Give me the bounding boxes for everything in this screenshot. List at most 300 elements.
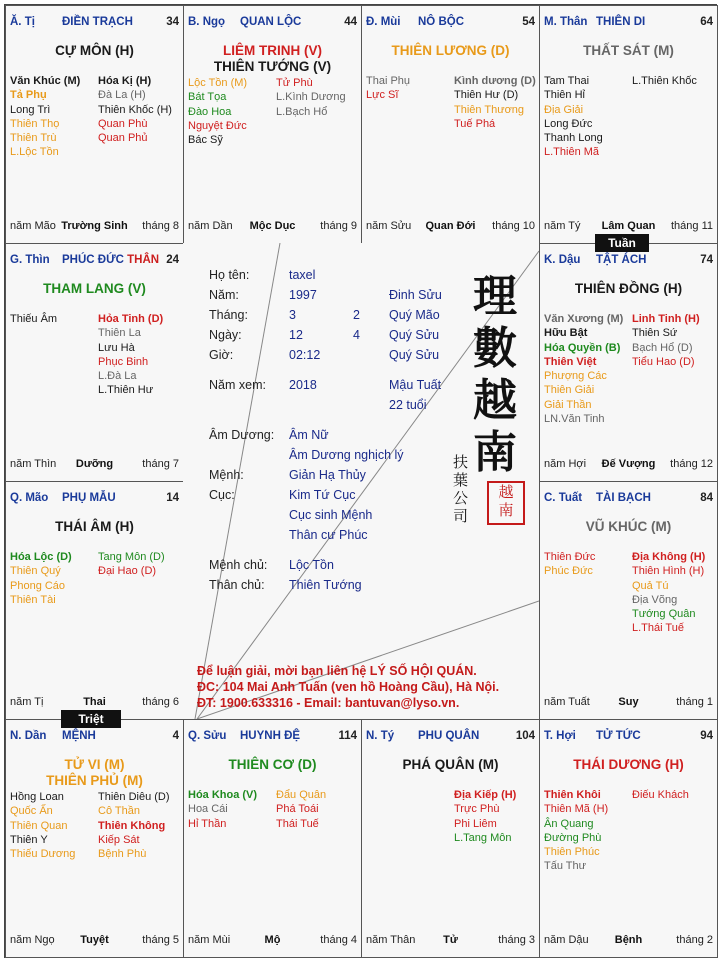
minor-star: Hỏa Tinh (D) xyxy=(98,313,164,325)
minor-stars-left xyxy=(10,790,75,861)
minor-stars-right xyxy=(454,788,516,845)
day-value: 12 xyxy=(289,328,303,342)
palace-footer xyxy=(188,934,357,947)
footer-month: tháng 1 xyxy=(676,696,713,708)
seal-char-2: 南 xyxy=(498,501,514,519)
palace-branch: C. Tuất xyxy=(544,492,583,504)
footer-year: năm Dậu xyxy=(544,934,589,946)
palace-number: 104 xyxy=(515,730,535,742)
footer-stage: Lâm Quan xyxy=(601,220,656,232)
footer-month: tháng 9 xyxy=(320,220,357,232)
minor-stars-right xyxy=(98,312,163,398)
minor-star: L.Thiên Mã xyxy=(544,146,600,159)
minor-star: Thiếu Âm xyxy=(10,313,58,325)
palace-header xyxy=(188,730,357,744)
minor-star: Thiên Hình (H) xyxy=(632,565,705,578)
minor-star: Bạch Hổ (D) xyxy=(632,341,693,354)
palace-header xyxy=(10,254,179,268)
minor-star: Long Đức xyxy=(544,117,593,130)
minor-star: Nguyệt Đức xyxy=(188,119,247,132)
palace-footer xyxy=(366,934,535,947)
year-canchi: Đinh Sửu xyxy=(389,288,442,302)
footer-month: tháng 10 xyxy=(492,220,535,232)
palace-number: 14 xyxy=(166,492,179,504)
palace-name xyxy=(62,492,116,504)
amduong-1: Âm Nữ xyxy=(289,428,329,442)
major-star: TỬ VI (M) xyxy=(64,757,125,772)
info-labels xyxy=(209,265,266,395)
minor-star: Đà La (H) xyxy=(98,89,146,102)
minor-star: Đại Hao (D) xyxy=(98,565,157,578)
minor-stars-left xyxy=(10,74,80,160)
footer-stage: Suy xyxy=(618,696,639,708)
info-labels-2 xyxy=(209,425,274,595)
palace-name-text: QUAN LỘC xyxy=(240,16,302,28)
major-star: CỰ MÔN (H) xyxy=(55,43,134,58)
contact-line-1: Để luận giải, mời bạn liên hệ LÝ SỐ HỘI QUÁN. xyxy=(197,664,477,678)
palace-header xyxy=(366,730,535,744)
major-star: LIÊM TRINH (V) xyxy=(223,43,322,58)
minor-star: Thiên Mã (H) xyxy=(544,803,609,816)
major-star: THÁI DƯƠNG (H) xyxy=(573,757,684,772)
minor-star: Tang Môn (D) xyxy=(98,551,165,563)
footer-stage: Trường Sinh xyxy=(61,220,128,232)
minor-star: Thanh Long xyxy=(544,132,603,145)
palace-name xyxy=(240,16,301,28)
minor-star: Lộc Tồn (M) xyxy=(188,77,248,89)
footer-month: tháng 7 xyxy=(142,458,179,470)
minor-star: Thiên Sứ xyxy=(632,327,678,340)
palace-footer xyxy=(10,458,179,471)
palace-name-text: ĐIỀN TRẠCH xyxy=(62,16,133,28)
palace-name-text: PHÚC ĐỨC xyxy=(62,254,124,266)
palace-footer xyxy=(544,220,713,233)
minor-star: Quả Tú xyxy=(632,579,669,592)
minor-star: Thiên Thương xyxy=(454,103,525,116)
minor-stars-left xyxy=(544,550,595,579)
minor-stars-right xyxy=(276,788,326,831)
month-canchi: Quý Mão xyxy=(389,308,440,322)
minor-star: Thiên Y xyxy=(10,833,48,846)
palace-branch: Q. Sửu xyxy=(188,730,227,742)
hour-value: 02:12 xyxy=(289,348,321,362)
footer-stage: Mộc Dục xyxy=(249,220,296,232)
palace-header xyxy=(10,730,179,744)
footer-month: tháng 11 xyxy=(670,220,713,232)
minor-star: Bệnh Phù xyxy=(98,848,147,861)
minor-star: Tướng Quân xyxy=(632,608,696,621)
palace-name xyxy=(62,16,133,28)
calli-small-3: 公 xyxy=(453,489,469,507)
minor-stars-right xyxy=(98,550,165,579)
than-marker: THÂN xyxy=(127,254,160,266)
palace-name xyxy=(596,492,651,504)
minor-star: Hồng Loan xyxy=(10,791,64,803)
palace-number: 4 xyxy=(172,730,179,742)
palace-number: 54 xyxy=(522,16,535,28)
menhchu-value: Lộc Tồn xyxy=(289,558,334,572)
minor-star: Đào Hoa xyxy=(188,105,232,118)
palace-hoi xyxy=(539,719,718,958)
palace-number: 84 xyxy=(700,492,713,504)
calli-char-4: 南 xyxy=(473,427,517,478)
major-star: THAM LANG (V) xyxy=(43,281,146,296)
contact-block xyxy=(197,663,499,711)
palace-mao xyxy=(5,481,184,720)
minor-star: L.Bạch Hổ xyxy=(276,105,328,118)
minor-star: L.Tang Môn xyxy=(454,831,512,844)
view-year-label: Năm xem: xyxy=(209,378,266,392)
palace-name-text: HUYNH ĐỆ xyxy=(240,730,301,742)
palace-dau xyxy=(539,243,718,482)
minor-stars-right xyxy=(632,550,705,636)
info-values xyxy=(289,265,320,395)
view-year-value: 2018 xyxy=(289,378,317,392)
minor-star: Ân Quang xyxy=(544,817,594,830)
minor-star: Hoa Cái xyxy=(188,803,228,816)
footer-stage: Thai xyxy=(83,696,106,708)
cuc-2: Cục sinh Mệnh xyxy=(289,508,373,522)
minor-stars-left xyxy=(188,788,257,831)
palace-name xyxy=(596,16,645,28)
palace-branch: Q. Mão xyxy=(10,492,49,504)
palace-mui xyxy=(361,5,540,244)
minor-star: Thiên Giải xyxy=(544,384,595,397)
palace-name xyxy=(240,730,300,742)
palace-header xyxy=(366,16,535,30)
minor-star: Thiên Hỉ xyxy=(544,89,585,102)
footer-year: năm Hợi xyxy=(544,458,587,470)
minor-star: Long Trì xyxy=(10,103,51,116)
palace-header xyxy=(10,16,179,30)
palace-name-text: NÔ BỘC xyxy=(418,16,464,28)
minor-star: Bác Sỹ xyxy=(188,134,223,147)
minor-star: Kình dương (D) xyxy=(454,75,536,87)
palace-name xyxy=(62,730,96,742)
minor-star: Điếu Khách xyxy=(632,789,689,801)
contact-address: ĐC: 104 Mai Anh Tuấn (ven hồ Hoàng Cầu), Hà Nội. xyxy=(197,680,500,694)
minor-star: L.Lộc Tồn xyxy=(10,146,59,159)
minor-star: Địa Kiếp (H) xyxy=(454,789,517,801)
minor-star: Hóa Lộc (D) xyxy=(10,551,72,563)
thanchu-value: Thiên Tướng xyxy=(289,578,362,592)
palace-ti xyxy=(5,5,184,244)
major-star: THIÊN ĐỒNG (H) xyxy=(574,281,683,296)
minor-star: Thiên Không xyxy=(98,819,166,832)
footer-month: tháng 3 xyxy=(498,934,535,946)
red-seal xyxy=(487,481,525,525)
minor-star: Thiếu Dương xyxy=(10,848,76,861)
minor-stars-right xyxy=(632,312,700,369)
minor-star: Hóa Quyền (B) xyxy=(544,341,621,354)
minor-star: Văn Khúc (M) xyxy=(10,75,81,87)
palace-footer xyxy=(544,696,713,709)
palace-header xyxy=(10,492,179,506)
tuan-marker: Tuần xyxy=(595,234,649,252)
palace-name-text: TỬ TỨC xyxy=(596,730,641,742)
calligraphy-small xyxy=(453,453,468,525)
palace-number: 24 xyxy=(166,254,179,266)
palace-header xyxy=(544,254,713,268)
major-star: THẤT SÁT (M) xyxy=(583,43,674,58)
palace-footer xyxy=(366,220,535,233)
palace-branch: N. Tý xyxy=(366,730,395,742)
minor-star: Thiên Việt xyxy=(544,355,597,368)
palace-name-text: THIÊN DI xyxy=(596,16,646,28)
palace-number: 94 xyxy=(700,730,713,742)
minor-star: Tử Phù xyxy=(276,77,313,89)
footer-year: năm Tý xyxy=(544,220,581,232)
minor-star: L.Kình Dương xyxy=(276,91,346,104)
palace-number: 44 xyxy=(344,16,357,28)
day-label: Ngày: xyxy=(209,328,242,342)
minor-star: Thiên Trù xyxy=(10,132,57,145)
name-label: Họ tên: xyxy=(209,268,250,282)
palace-footer xyxy=(544,934,713,947)
palace-name xyxy=(418,730,479,742)
minor-star: Trực Phù xyxy=(454,803,500,816)
amduong-2: Âm Dương nghịch lý xyxy=(289,448,404,462)
hour-label: Giờ: xyxy=(209,348,234,362)
footer-year: năm Tị xyxy=(10,696,44,708)
footer-stage: Dưỡng xyxy=(75,458,114,470)
footer-stage: Quan Đới xyxy=(425,220,476,232)
month-value: 3 xyxy=(289,308,296,322)
palace-footer xyxy=(10,696,179,709)
palace-dan xyxy=(5,719,184,958)
minor-star: Quan Phủ xyxy=(98,132,148,145)
minor-star: Tấu Thư xyxy=(544,860,587,873)
cuc-label: Cục: xyxy=(209,488,235,502)
major-star: VŨ KHÚC (M) xyxy=(585,519,672,534)
palace-number: 74 xyxy=(700,254,713,266)
palace-number: 114 xyxy=(338,730,357,742)
palace-branch: Ă. Tị xyxy=(10,16,35,28)
minor-stars-right xyxy=(98,790,170,861)
minor-star: Phượng Các xyxy=(544,370,607,383)
minor-star: Thiên Quý xyxy=(10,565,61,578)
footer-stage: Tử xyxy=(443,934,458,946)
minor-star: Phi Liêm xyxy=(454,817,497,830)
footer-year: năm Mão xyxy=(10,220,56,232)
minor-star: Giải Thần xyxy=(544,398,592,411)
minor-star: Linh Tinh (H) xyxy=(632,313,700,325)
year-value: 1997 xyxy=(289,288,317,302)
palace-branch: T. Hợi xyxy=(544,730,576,742)
minor-star: Văn Xương (M) xyxy=(544,313,624,325)
palace-name-text: MỆNH xyxy=(62,730,96,742)
palace-header xyxy=(544,492,713,506)
palace-footer xyxy=(544,458,713,471)
minor-star: Hỉ Thần xyxy=(188,817,227,830)
palace-tuat xyxy=(539,481,718,720)
major-star: PHÁ QUÂN (M) xyxy=(402,757,499,772)
minor-star: Kiếp Sát xyxy=(98,833,140,846)
minor-star: Tiểu Hao (D) xyxy=(632,355,695,368)
minor-star: Tả Phụ xyxy=(10,89,47,102)
menh-value: Giản Hạ Thủy xyxy=(289,468,366,482)
calli-small-4: 司 xyxy=(453,507,469,525)
minor-star: Thiên Phúc xyxy=(544,846,600,859)
palace-name xyxy=(596,254,646,266)
minor-star: Quốc Ấn xyxy=(10,805,53,818)
footer-stage: Bệnh xyxy=(614,934,643,946)
year-label: Năm: xyxy=(209,288,239,302)
cuc-1: Kim Tứ Cục xyxy=(289,488,356,502)
palace-header xyxy=(544,16,713,30)
minor-stars-left xyxy=(544,788,608,874)
minor-star: Bát Tọa xyxy=(188,91,227,104)
view-year-canchi: Mậu Tuất xyxy=(389,378,442,392)
horoscope-chart xyxy=(4,4,717,958)
minor-star: Lưu Hà xyxy=(98,341,135,354)
palace-than xyxy=(539,5,718,244)
palace-branch: N. Dần xyxy=(10,730,47,742)
menhchu-label: Mệnh chủ: xyxy=(209,558,268,572)
minor-stars-left xyxy=(10,550,72,607)
minor-star: Địa Võng xyxy=(632,593,678,606)
minor-star: Phục Binh xyxy=(98,355,149,368)
minor-stars-left xyxy=(188,76,247,147)
palace-name-text: TÀI BẠCH xyxy=(596,492,651,504)
minor-stars-right xyxy=(98,74,172,145)
minor-star: Thiên Quan xyxy=(10,819,68,832)
calli-small-2: 葉 xyxy=(453,471,469,489)
month-lunar: 2 xyxy=(353,308,360,322)
palace-ngo xyxy=(183,5,362,244)
center-info-panel xyxy=(183,243,539,719)
minor-stars-left xyxy=(544,312,623,426)
footer-month: tháng 4 xyxy=(320,934,357,946)
calli-small-1: 扶 xyxy=(453,453,469,471)
triet-marker: Triệt xyxy=(61,710,121,728)
minor-star: Đẩu Quân xyxy=(276,789,327,801)
amduong-label: Âm Dương: xyxy=(209,428,275,442)
minor-star: Hóa Kị (H) xyxy=(98,75,152,87)
palace-branch: G. Thìn xyxy=(10,254,50,266)
palace-footer xyxy=(10,934,179,947)
calli-char-2: 數 xyxy=(473,323,517,374)
footer-year: năm Thìn xyxy=(10,458,57,470)
minor-stars-left xyxy=(544,74,603,160)
footer-year: năm Tuất xyxy=(544,696,590,708)
month-label: Tháng: xyxy=(209,308,248,322)
footer-month: tháng 12 xyxy=(670,458,713,470)
minor-stars-right xyxy=(454,74,536,131)
day-lunar: 4 xyxy=(353,328,360,342)
minor-star: Thiên Thọ xyxy=(10,117,60,130)
footer-month: tháng 5 xyxy=(142,934,179,946)
palace-branch: M. Thân xyxy=(544,16,588,28)
info-values-2 xyxy=(289,425,404,595)
palace-header xyxy=(544,730,713,744)
minor-star: Thái Tuế xyxy=(276,817,319,830)
minor-star: L.Đà La xyxy=(98,370,137,383)
minor-star: Thiên Đức xyxy=(544,551,596,563)
palace-name-text: TẬT ÁCH xyxy=(596,254,647,266)
minor-star: Lực Sĩ xyxy=(366,89,399,102)
major-star: THIÊN TƯỚNG (V) xyxy=(213,59,332,74)
minor-star: Thiên Khôi xyxy=(544,789,601,801)
minor-star: L.Thiên Khốc xyxy=(632,75,697,87)
minor-star: Thiên La xyxy=(98,327,141,340)
age-value: 22 tuổi xyxy=(389,398,427,412)
palace-ty xyxy=(361,719,540,958)
footer-year: năm Dần xyxy=(188,220,233,232)
palace-footer xyxy=(10,220,179,233)
palace-name-text: PHU QUÂN xyxy=(418,730,480,742)
footer-stage: Tuyệt xyxy=(80,934,109,946)
footer-year: năm Sửu xyxy=(366,220,412,232)
minor-star: Quan Phù xyxy=(98,117,148,130)
calli-char-3: 越 xyxy=(473,375,517,426)
major-star: THÁI ÂM (H) xyxy=(55,519,134,534)
palace-number: 64 xyxy=(700,16,713,28)
minor-star: Hóa Khoa (V) xyxy=(188,789,258,801)
palace-name xyxy=(62,254,159,266)
palace-name-text: PHỤ MẪU xyxy=(62,492,116,504)
minor-star: Thiên Tài xyxy=(10,593,56,606)
minor-star: LN.Văn Tinh xyxy=(544,413,605,426)
minor-star: Thiên Diêu (D) xyxy=(98,791,170,803)
minor-star: Phong Cáo xyxy=(10,579,66,592)
minor-star: Tam Thai xyxy=(544,75,590,87)
minor-star: Phá Toái xyxy=(276,803,319,816)
thanchu-label: Thân chủ: xyxy=(209,578,265,592)
footer-month: tháng 2 xyxy=(676,934,713,946)
canchi-values xyxy=(389,285,442,415)
minor-star: Địa Giải xyxy=(544,103,584,116)
palace-branch: K. Dậu xyxy=(544,254,581,266)
palace-suu xyxy=(183,719,362,958)
calli-char-1: 理 xyxy=(473,271,517,322)
lunar-values xyxy=(353,305,360,345)
minor-stars-right xyxy=(276,76,346,119)
minor-star: Đường Phù xyxy=(544,831,602,844)
footer-month: tháng 8 xyxy=(142,220,179,232)
minor-star: Tuế Phá xyxy=(454,117,496,130)
palace-thin xyxy=(5,243,184,482)
minor-star: Địa Không (H) xyxy=(632,551,706,563)
minor-star: Thiên Hư (D) xyxy=(454,89,519,102)
major-star: THIÊN CƠ (D) xyxy=(228,757,317,772)
footer-stage: Mộ xyxy=(264,934,281,946)
minor-star: Thiên Khốc (H) xyxy=(98,103,172,116)
minor-stars-left xyxy=(366,74,410,103)
palace-name xyxy=(596,730,641,742)
calligraphy xyxy=(473,271,517,479)
day-canchi: Quý Sửu xyxy=(389,328,440,342)
hour-canchi: Quý Sửu xyxy=(389,348,440,362)
palace-branch: B. Ngọ xyxy=(188,16,226,28)
palace-branch: Đ. Mùi xyxy=(366,16,401,28)
minor-star: Hữu Bật xyxy=(544,327,588,340)
palace-header xyxy=(188,16,357,30)
footer-stage: Đế Vượng xyxy=(601,458,656,470)
palace-number: 34 xyxy=(166,16,179,28)
minor-stars-right xyxy=(632,74,697,88)
minor-stars-left xyxy=(10,312,57,326)
palace-footer xyxy=(188,220,357,233)
footer-year: năm Mùi xyxy=(188,934,231,946)
seal-char-1: 越 xyxy=(498,483,514,501)
menh-label: Mệnh: xyxy=(209,468,244,482)
footer-year: năm Thân xyxy=(366,934,416,946)
minor-star: Phúc Đức xyxy=(544,565,593,578)
footer-month: tháng 6 xyxy=(142,696,179,708)
palace-name xyxy=(418,16,464,28)
minor-star: L.Thiên Hư xyxy=(98,384,154,397)
